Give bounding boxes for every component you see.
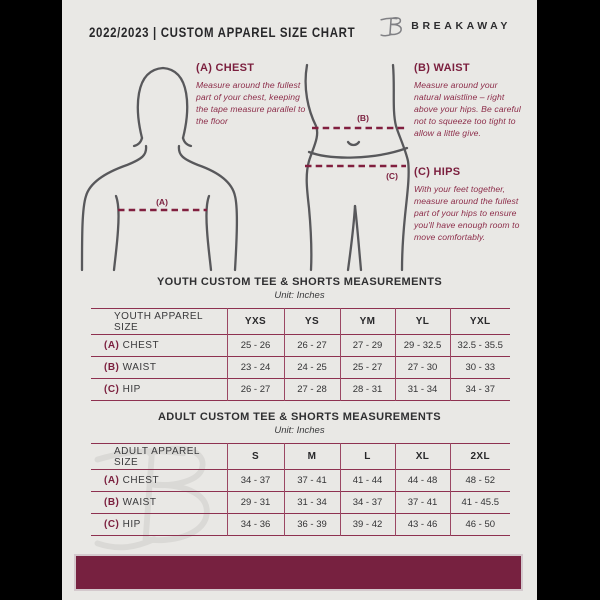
table-row [91, 379, 510, 401]
measurement-value-cell: 24 - 25 [284, 357, 340, 379]
waist-line-label: (B) [357, 113, 369, 123]
measurement-value-cell: 26 - 27 [284, 335, 340, 357]
size-header-cell: L [340, 444, 395, 470]
hips-guide [414, 166, 528, 243]
measurement-prefix: (B) [104, 497, 120, 508]
measurement-value-cell: 27 - 29 [340, 335, 395, 357]
table-row [91, 492, 510, 514]
size-header-cell: YL [395, 309, 450, 335]
size-chart-document [62, 0, 537, 600]
measurement-label-cell: (C) HIP [104, 519, 141, 530]
measurement-value-cell: 46 - 50 [450, 514, 510, 536]
waist-guide-heading: (B) WAIST [414, 62, 470, 74]
youth-table-title: YOUTH CUSTOM TEE & SHORTS MEASUREMENTS [156, 276, 443, 288]
measurement-label-cell: (B) WAIST [104, 362, 157, 373]
measurement-value-cell: 29 - 31 [227, 492, 284, 514]
chest-guide [196, 62, 306, 127]
youth-table-header-row [91, 309, 510, 335]
youth-size-table [91, 308, 510, 401]
measurement-value-cell: 27 - 30 [395, 357, 450, 379]
lower-body-figure [305, 65, 409, 270]
hips-guide-heading: (C) HIPS [414, 166, 461, 178]
measurement-label-cell: (A) CHEST [104, 475, 160, 486]
chest-guide-heading: (A) CHEST [196, 62, 255, 74]
measurement-value-cell: 41 - 45.5 [450, 492, 510, 514]
measurement-prefix: (A) [104, 475, 120, 486]
size-header-cell: YXL [450, 309, 510, 335]
brand-group [380, 13, 511, 38]
size-header-cell: YXS [227, 309, 284, 335]
adult-size-table [91, 443, 510, 536]
size-header-cell: YS [284, 309, 340, 335]
hip-line-label: (C) [386, 171, 398, 181]
measurement-value-cell: 37 - 41 [395, 492, 450, 514]
measurement-value-cell: 30 - 33 [450, 357, 510, 379]
measurement-value-cell: 34 - 37 [450, 379, 510, 401]
measurement-value-cell: 44 - 48 [395, 470, 450, 492]
measurement-value-cell: 39 - 42 [340, 514, 395, 536]
waist-guide [414, 62, 526, 139]
measurement-prefix: (C) [104, 519, 120, 530]
measurement-value-cell: 34 - 37 [340, 492, 395, 514]
size-header-cell: 2XL [450, 444, 510, 470]
measurement-value-cell: 25 - 26 [227, 335, 284, 357]
table-row [91, 470, 510, 492]
measurement-value-cell: 29 - 32.5 [395, 335, 450, 357]
youth-table-unit: Unit: Inches [274, 290, 325, 301]
measurement-value-cell: 23 - 24 [227, 357, 284, 379]
measurement-prefix: (A) [104, 340, 120, 351]
chest-guide-text: Measure around the fullest part of your chest, keeping the tape measure parallel to the floor [196, 80, 306, 127]
adult-table-header-row [91, 444, 510, 470]
hips-guide-text: With your feet together, measure around the fullest part of your hips to ensure you'll have enough room to move comfortably. [414, 184, 520, 243]
measurement-value-cell: 36 - 39 [284, 514, 340, 536]
size-column-header: YOUTH APPAREL SIZE [114, 310, 203, 333]
measurement-value-cell: 34 - 37 [227, 470, 284, 492]
measurement-label-cell: (A) CHEST [104, 340, 160, 351]
table-row [91, 357, 510, 379]
measurement-value-cell: 31 - 34 [395, 379, 450, 401]
table-row [91, 335, 510, 357]
measurement-label-cell: (B) WAIST [104, 497, 157, 508]
measurement-value-cell: 48 - 52 [450, 470, 510, 492]
measurement-value-cell: 32.5 - 35.5 [450, 335, 510, 357]
size-column-header: ADULT APPAREL SIZE [114, 445, 200, 468]
adult-table-title: ADULT CUSTOM TEE & SHORTS MEASUREMENTS [157, 411, 442, 423]
measurement-value-cell: 28 - 31 [340, 379, 395, 401]
chest-line-label: (A) [156, 197, 168, 207]
page-title: 2022/2023 | CUSTOM APPAREL SIZE CHART [89, 24, 356, 40]
measurement-label-cell: (C) HIP [104, 384, 141, 395]
size-header-cell: S [227, 444, 284, 470]
measurement-value-cell: 43 - 46 [395, 514, 450, 536]
size-header-cell: XL [395, 444, 450, 470]
youth-size-section [62, 276, 537, 401]
waist-guide-text: Measure around your natural waistline – right above your hips. Be careful not to squeeze too tight to allow a little give. [414, 80, 521, 139]
size-header-cell: YM [340, 309, 395, 335]
measurement-prefix: (B) [104, 362, 120, 373]
table-row [91, 514, 510, 536]
measurement-value-cell: 37 - 41 [284, 470, 340, 492]
breakaway-logo-icon [380, 13, 403, 38]
measurement-value-cell: 34 - 36 [227, 514, 284, 536]
measurement-value-cell: 31 - 34 [284, 492, 340, 514]
measurement-value-cell: 27 - 28 [284, 379, 340, 401]
masthead [62, 0, 537, 50]
brand-name: BREAKAWAY [411, 19, 511, 32]
size-header-cell: M [284, 444, 340, 470]
measurement-value-cell: 26 - 27 [227, 379, 284, 401]
measurement-value-cell: 41 - 44 [340, 470, 395, 492]
measurement-prefix: (C) [104, 384, 120, 395]
measurement-value-cell: 25 - 27 [340, 357, 395, 379]
adult-table-unit: Unit: Inches [274, 425, 325, 436]
footer-bar [74, 554, 523, 591]
